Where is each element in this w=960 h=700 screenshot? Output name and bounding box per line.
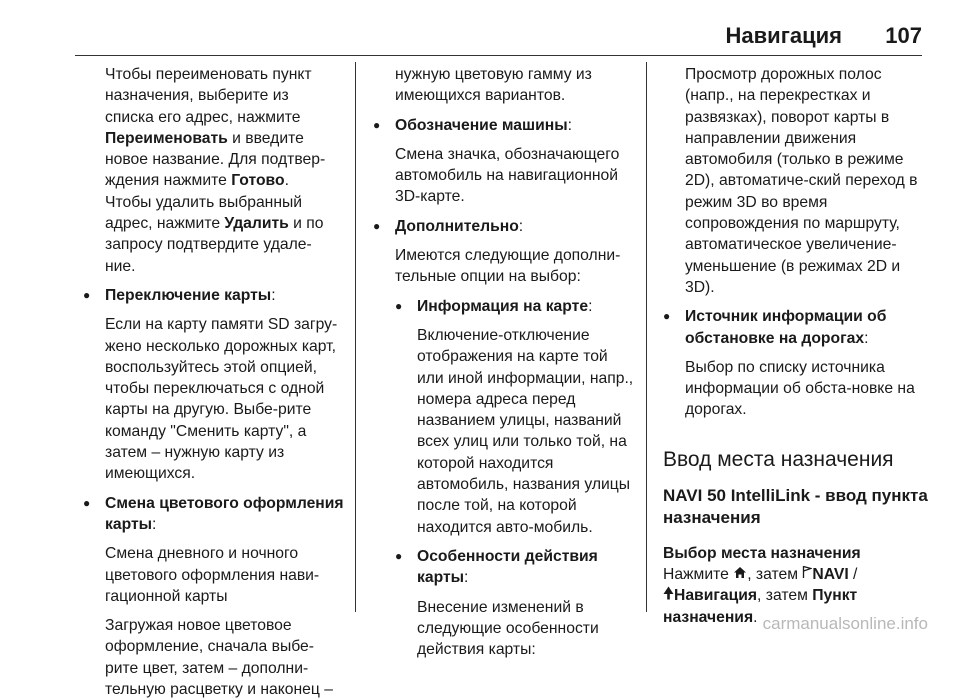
map-features-text: Внесение изменений в следующие особенности действия карты:	[417, 598, 599, 659]
bullet-car-icon: ● Обозначение машины:	[373, 115, 635, 136]
column-divider	[355, 62, 356, 612]
home-icon	[733, 564, 747, 585]
car-icon-text: Смена значка, обозначающего автомобиль на навигационной 3D-карте.	[395, 145, 620, 206]
subsection-heading: NAVI 50 IntelliLink - ввод пункта назначения	[663, 485, 928, 527]
bullet-additional: ● Дополнительно:	[373, 216, 635, 237]
colour-text-2: Загружая новое цветовое оформление, сначала выбе-рите цвет, затем – дополни-тельную расцветку и наконец –	[105, 617, 333, 699]
bullet-traffic-source: ● Источник информации об обстановке на дорогах:	[663, 306, 928, 349]
bullet-map-info: ● Информация на карте:	[373, 296, 635, 317]
page-header	[0, 0, 960, 60]
map-features-cont: Просмотр дорожных полос (напр., на перекрестках и развязках), поворот карты в направлении движения автомобиля (только в режиме 2D), автоматиче-ский переход в режим 3D во время сопровождения по маршруту, автоматическое увеличение-уменьшение (в режимах 2D и 3D).	[685, 66, 918, 296]
watermark: carmanualsonline.info	[762, 614, 928, 633]
rename-label: Переименовать	[105, 129, 228, 147]
switch-map-text: Если на карту памяти SD загру-жено несколько дорожных карт, воспользуйтесь этой опцией, чтобы переключаться с одной карты на другую. Выбе-рите команду "Сменить карту", а затем – нужную карту из имеющихся.	[105, 316, 338, 483]
page-number: 107	[885, 23, 922, 48]
flag-icon	[802, 564, 812, 585]
additional-text: Имеются следующие дополни-тельные опции на выбор:	[395, 247, 621, 286]
bullet-switch-map: ● Переключение карты:	[83, 285, 345, 306]
section-heading: Ввод места назначения	[663, 447, 894, 471]
done-label: Готово	[231, 172, 285, 190]
section-title: Навигация	[725, 23, 842, 48]
column-2	[373, 64, 635, 660]
map-info-text: Включение-отключение отображения на карте той или иной информации, напр., номера адреса перед названием улицы, названий всех улиц или только той, на которой находится автомобиль, названия улицы после той, на которой находится авто-мобиль.	[417, 326, 634, 536]
subsubsection-heading: Выбор места назначения	[663, 544, 861, 562]
column-3	[663, 64, 928, 628]
colour-text-1: Смена дневного и ночного цветового оформления нави-гационной карты	[105, 545, 320, 605]
bullet-map-features: ● Особенности действия карты:	[373, 546, 635, 589]
navigation-icon	[663, 585, 674, 606]
rename-paragraph: Чтобы переименовать пункт назначения, выберите из списка его адрес, нажмите Переименовать и введите новое название. Для подтвер- ждения нажмите Готово. Чтобы удалить выбранный адрес, нажмите Удалить и по запросу подтвердите удале- ние.	[105, 66, 326, 275]
colour-text-cont: нужную цветовую гамму из имеющихся вариантов.	[395, 66, 592, 105]
header-divider	[75, 55, 922, 56]
bullet-colour-scheme: ● Смена цветового оформления карты:	[83, 493, 345, 536]
delete-label: Удалить	[224, 215, 289, 233]
traffic-source-text: Выбор по списку источника информации об обста-новке на дорогах.	[685, 358, 915, 419]
column-divider	[646, 62, 647, 612]
column-1	[83, 64, 345, 700]
instruction-paragraph: Нажмите , затем NAVI / Навигация, затем Пункт назначения.	[663, 566, 858, 626]
